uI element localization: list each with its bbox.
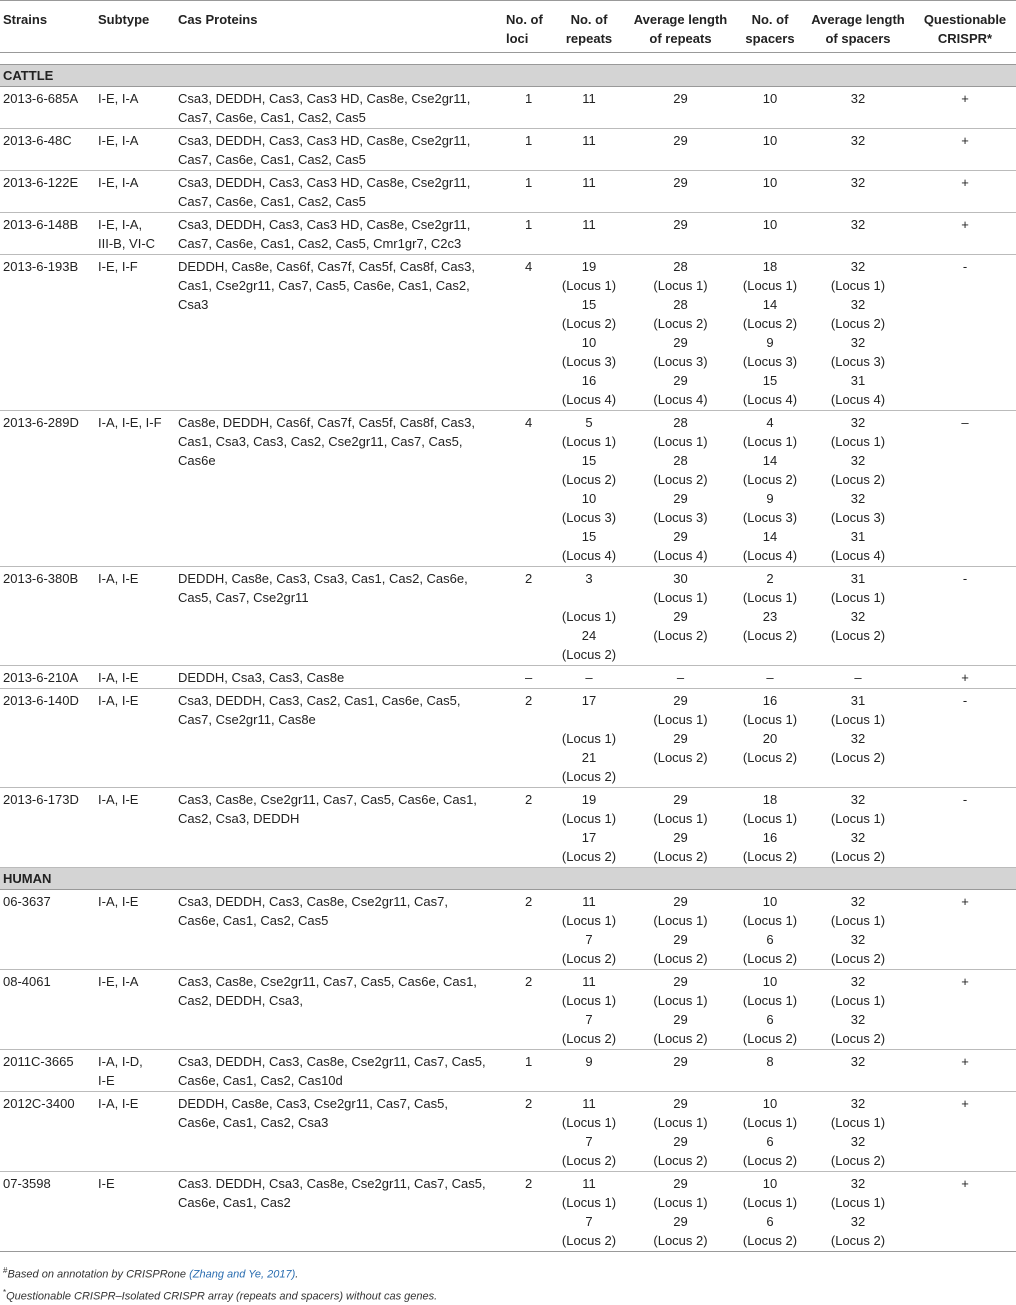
avg-repeats-cell: 28 (Locus 1) 28 (Locus 2) 29 (Locus 3) 29 (Locus 4) — [623, 411, 738, 567]
subtype-cell: I-A, I-E — [95, 666, 175, 689]
avg-spacers-cell: 32 — [802, 213, 914, 255]
repeats-cell: 11 (Locus 1) 7 (Locus 2) — [555, 890, 623, 970]
questionable-cell: - — [914, 788, 1016, 868]
loci-cell: 2 — [503, 1092, 555, 1172]
strain-cell: 08-4061 — [0, 970, 95, 1050]
table-row — [0, 890, 1016, 970]
strain-cell: 07-3598 — [0, 1172, 95, 1252]
questionable-cell: + — [914, 1092, 1016, 1172]
header-avg-repeats: Average length of repeats — [623, 1, 738, 53]
header-questionable: Questionable CRISPR* — [914, 1, 1016, 53]
repeats-cell: 3 (Locus 1) 24 (Locus 2) — [555, 567, 623, 666]
subtype-cell: I-A, I-E — [95, 689, 175, 788]
subtype-cell: I-A, I-E — [95, 788, 175, 868]
spacers-cell: 10 (Locus 1) 6 (Locus 2) — [738, 1092, 802, 1172]
header-cas: Cas Proteins — [175, 1, 503, 53]
header-repeats: No. of repeats — [555, 1, 623, 53]
spacers-cell: 10 — [738, 87, 802, 129]
repeats-cell: 17 (Locus 1) 21 (Locus 2) — [555, 689, 623, 788]
spacers-cell: – — [738, 666, 802, 689]
questionable-cell: + — [914, 890, 1016, 970]
repeats-cell: 11 — [555, 171, 623, 213]
spacers-cell: 16 (Locus 1) 20 (Locus 2) — [738, 689, 802, 788]
cas-proteins-cell: Csa3, DEDDH, Cas3, Cas8e, Cse2gr11, Cas7, Cas5, Cas6e, Cas1, Cas2, Cas10d — [175, 1050, 503, 1092]
strain-cell: 2013-6-685A — [0, 87, 95, 129]
loci-cell: 2 — [503, 567, 555, 666]
subtype-cell: I-E, I-A — [95, 171, 175, 213]
cas-proteins-cell: Csa3, DEDDH, Cas3, Cas3 HD, Cas8e, Cse2gr11, Cas7, Cas6e, Cas1, Cas2, Cas5 — [175, 129, 503, 171]
avg-repeats-cell: 29 (Locus 1) 29 (Locus 2) — [623, 1092, 738, 1172]
avg-spacers-cell: 31 (Locus 1) 32 (Locus 2) — [802, 567, 914, 666]
cas-proteins-cell: DEDDH, Cas8e, Cas3, Cse2gr11, Cas7, Cas5, Cas6e, Cas1, Cas2, Csa3 — [175, 1092, 503, 1172]
repeats-cell: 11 (Locus 1) 7 (Locus 2) — [555, 1092, 623, 1172]
table-row — [0, 666, 1016, 689]
table-row — [0, 1172, 1016, 1252]
cas-proteins-cell: Csa3, DEDDH, Cas3, Cas3 HD, Cas8e, Cse2gr11, Cas7, Cas6e, Cas1, Cas2, Cas5, Cmr1gr7, C2c3 — [175, 213, 503, 255]
subtype-cell: I-E, I-A — [95, 129, 175, 171]
table-row — [0, 689, 1016, 788]
subtype-cell: I-A, I-E — [95, 567, 175, 666]
subtype-cell: I-A, I-E — [95, 890, 175, 970]
loci-cell: 1 — [503, 171, 555, 213]
section-title: HUMAN — [0, 868, 1016, 890]
section-header-human — [0, 868, 1016, 890]
questionable-cell: - — [914, 255, 1016, 411]
questionable-cell: + — [914, 1172, 1016, 1252]
avg-spacers-cell: 31 (Locus 1) 32 (Locus 2) — [802, 689, 914, 788]
header-avg-spacers: Average length of spacers — [802, 1, 914, 53]
strain-cell: 2012C-3400 — [0, 1092, 95, 1172]
cas-proteins-cell: DEDDH, Cas8e, Cas6f, Cas7f, Cas5f, Cas8f, Cas3, Cas1, Cse2gr11, Cas7, Cas5, Cas6e, Cas1, Cas2, Csa3 — [175, 255, 503, 411]
subtype-cell: I-A, I-D, I-E — [95, 1050, 175, 1092]
strain-cell: 2013-6-380B — [0, 567, 95, 666]
strain-cell: 2013-6-48C — [0, 129, 95, 171]
header-loci: No. of loci — [503, 1, 555, 53]
avg-spacers-cell: 32 (Locus 1) 32 (Locus 2) 32 (Locus 3) 31 (Locus 4) — [802, 411, 914, 567]
questionable-cell: + — [914, 666, 1016, 689]
avg-repeats-cell: 29 — [623, 129, 738, 171]
avg-spacers-cell: 32 — [802, 171, 914, 213]
cas-proteins-cell: Cas3, Cas8e, Cse2gr11, Cas7, Cas5, Cas6e, Cas1, Cas2, Csa3, DEDDH — [175, 788, 503, 868]
avg-spacers-cell: 32 — [802, 87, 914, 129]
cas-proteins-cell: Csa3, DEDDH, Cas3, Cas8e, Cse2gr11, Cas7, Cas6e, Cas1, Cas2, Cas5 — [175, 890, 503, 970]
header-spacers: No. of spacers — [738, 1, 802, 53]
subtype-cell: I-E, I-A — [95, 970, 175, 1050]
strain-cell: 2013-6-173D — [0, 788, 95, 868]
loci-cell: 2 — [503, 890, 555, 970]
table-row — [0, 129, 1016, 171]
spacers-cell: 10 (Locus 1) 6 (Locus 2) — [738, 1172, 802, 1252]
subtype-cell: I-E, I-A, III-B, VI-C — [95, 213, 175, 255]
strain-cell: 06-3637 — [0, 890, 95, 970]
footnote-1: #Based on annotation by CRISPRone (Zhang and Ye, 2017). — [3, 1266, 299, 1281]
questionable-cell: + — [914, 171, 1016, 213]
spacers-cell: 8 — [738, 1050, 802, 1092]
questionable-cell: - — [914, 567, 1016, 666]
repeats-cell: 11 — [555, 129, 623, 171]
section-header-cattle — [0, 65, 1016, 87]
avg-repeats-cell: – — [623, 666, 738, 689]
avg-repeats-cell: 30 (Locus 1) 29 (Locus 2) — [623, 567, 738, 666]
subtype-cell: I-E — [95, 1172, 175, 1252]
strain-cell: 2013-6-289D — [0, 411, 95, 567]
questionable-cell: + — [914, 970, 1016, 1050]
loci-cell: – — [503, 666, 555, 689]
table-row — [0, 411, 1016, 567]
repeats-cell: 11 (Locus 1) 7 (Locus 2) — [555, 1172, 623, 1252]
spacers-cell: 10 — [738, 129, 802, 171]
table-row — [0, 788, 1016, 868]
questionable-cell: – — [914, 411, 1016, 567]
footnote-2: *Questionable CRISPR–Isolated CRISPR array (repeats and spacers) without cas genes. — [3, 1287, 438, 1303]
repeats-cell: 9 — [555, 1050, 623, 1092]
spacers-cell: 10 — [738, 213, 802, 255]
questionable-cell: + — [914, 87, 1016, 129]
repeats-cell: – — [555, 666, 623, 689]
avg-spacers-cell: 32 — [802, 1050, 914, 1092]
repeats-cell: 5 (Locus 1) 15 (Locus 2) 10 (Locus 3) 15 (Locus 4) — [555, 411, 623, 567]
loci-cell: 2 — [503, 689, 555, 788]
spacers-cell: 18 (Locus 1) 14 (Locus 2) 9 (Locus 3) 15 (Locus 4) — [738, 255, 802, 411]
cas-proteins-cell: Csa3, DEDDH, Cas3, Cas2, Cas1, Cas6e, Cas5, Cas7, Cse2gr11, Cas8e — [175, 689, 503, 788]
strain-cell: 2013-6-148B — [0, 213, 95, 255]
table-row — [0, 255, 1016, 411]
avg-spacers-cell: 32 — [802, 129, 914, 171]
header-subtype: Subtype — [95, 1, 175, 53]
repeats-cell: 19 (Locus 1) 15 (Locus 2) 10 (Locus 3) 16 (Locus 4) — [555, 255, 623, 411]
table-row — [0, 970, 1016, 1050]
loci-cell: 1 — [503, 129, 555, 171]
avg-spacers-cell: 32 (Locus 1) 32 (Locus 2) — [802, 788, 914, 868]
cas-proteins-cell: Csa3, DEDDH, Cas3, Cas3 HD, Cas8e, Cse2gr11, Cas7, Cas6e, Cas1, Cas2, Cas5 — [175, 171, 503, 213]
avg-repeats-cell: 29 (Locus 1) 29 (Locus 2) — [623, 1172, 738, 1252]
table-body — [0, 53, 1016, 1252]
loci-cell: 4 — [503, 255, 555, 411]
loci-cell: 2 — [503, 970, 555, 1050]
header-strains: Strains — [0, 1, 95, 53]
repeats-cell: 11 — [555, 213, 623, 255]
loci-cell: 1 — [503, 87, 555, 129]
avg-spacers-cell: 32 (Locus 1) 32 (Locus 2) — [802, 890, 914, 970]
loci-cell: 4 — [503, 411, 555, 567]
avg-spacers-cell: 32 (Locus 1) 32 (Locus 2) — [802, 1172, 914, 1252]
cas-proteins-cell: Cas3. DEDDH, Csa3, Cas8e, Cse2gr11, Cas7, Cas5, Cas6e, Cas1, Cas2 — [175, 1172, 503, 1252]
avg-spacers-cell: 32 (Locus 1) 32 (Locus 2) 32 (Locus 3) 31 (Locus 4) — [802, 255, 914, 411]
avg-repeats-cell: 29 (Locus 1) 29 (Locus 2) — [623, 689, 738, 788]
loci-cell: 2 — [503, 788, 555, 868]
avg-spacers-cell: 32 (Locus 1) 32 (Locus 2) — [802, 1092, 914, 1172]
cas-proteins-cell: Cas8e, DEDDH, Cas6f, Cas7f, Cas5f, Cas8f, Cas3, Cas1, Csa3, Cas3, Cas2, Cse2gr11, Cas7, Cas5, Cas6e — [175, 411, 503, 567]
subtype-cell: I-E, I-F — [95, 255, 175, 411]
spacers-cell: 18 (Locus 1) 16 (Locus 2) — [738, 788, 802, 868]
strain-cell: 2011C-3665 — [0, 1050, 95, 1092]
avg-repeats-cell: 29 — [623, 213, 738, 255]
subtype-cell: I-A, I-E, I-F — [95, 411, 175, 567]
loci-cell: 1 — [503, 213, 555, 255]
spacers-cell: 10 (Locus 1) 6 (Locus 2) — [738, 890, 802, 970]
avg-spacers-cell: – — [802, 666, 914, 689]
questionable-cell: + — [914, 213, 1016, 255]
questionable-cell: - — [914, 689, 1016, 788]
spacers-cell: 10 — [738, 171, 802, 213]
cas-proteins-cell: Csa3, DEDDH, Cas3, Cas3 HD, Cas8e, Cse2gr11, Cas7, Cas6e, Cas1, Cas2, Cas5 — [175, 87, 503, 129]
avg-repeats-cell: 28 (Locus 1) 28 (Locus 2) 29 (Locus 3) 29 (Locus 4) — [623, 255, 738, 411]
strain-cell: 2013-6-210A — [0, 666, 95, 689]
subtype-cell: I-A, I-E — [95, 1092, 175, 1172]
spacers-cell: 10 (Locus 1) 6 (Locus 2) — [738, 970, 802, 1050]
avg-repeats-cell: 29 — [623, 87, 738, 129]
table-row — [0, 213, 1016, 255]
avg-repeats-cell: 29 — [623, 1050, 738, 1092]
strain-cell: 2013-6-140D — [0, 689, 95, 788]
spacers-cell: 4 (Locus 1) 14 (Locus 2) 9 (Locus 3) 14 (Locus 4) — [738, 411, 802, 567]
cas-proteins-cell: DEDDH, Cas8e, Cas3, Csa3, Cas1, Cas2, Cas6e, Cas5, Cas7, Cse2gr11 — [175, 567, 503, 666]
cas-proteins-cell: DEDDH, Csa3, Cas3, Cas8e — [175, 666, 503, 689]
loci-cell: 1 — [503, 1050, 555, 1092]
table-row — [0, 87, 1016, 129]
strain-cell: 2013-6-193B — [0, 255, 95, 411]
avg-repeats-cell: 29 (Locus 1) 29 (Locus 2) — [623, 788, 738, 868]
table-row — [0, 1092, 1016, 1172]
repeats-cell: 11 — [555, 87, 623, 129]
questionable-cell: + — [914, 129, 1016, 171]
avg-repeats-cell: 29 (Locus 1) 29 (Locus 2) — [623, 890, 738, 970]
footnote-reference-link[interactable]: (Zhang and Ye, 2017) — [189, 1268, 296, 1281]
spacers-cell: 2 (Locus 1) 23 (Locus 2) — [738, 567, 802, 666]
cas-proteins-cell: Cas3, Cas8e, Cse2gr11, Cas7, Cas5, Cas6e, Cas1, Cas2, DEDDH, Csa3, — [175, 970, 503, 1050]
loci-cell: 2 — [503, 1172, 555, 1252]
table-row — [0, 171, 1016, 213]
avg-spacers-cell: 32 (Locus 1) 32 (Locus 2) — [802, 970, 914, 1050]
questionable-cell: + — [914, 1050, 1016, 1092]
avg-repeats-cell: 29 — [623, 171, 738, 213]
table-row — [0, 567, 1016, 666]
strain-cell: 2013-6-122E — [0, 171, 95, 213]
section-title: CATTLE — [0, 65, 1016, 87]
avg-repeats-cell: 29 (Locus 1) 29 (Locus 2) — [623, 970, 738, 1050]
header-row — [0, 1, 1016, 53]
repeats-cell: 19 (Locus 1) 17 (Locus 2) — [555, 788, 623, 868]
repeats-cell: 11 (Locus 1) 7 (Locus 2) — [555, 970, 623, 1050]
table-row — [0, 1050, 1016, 1092]
subtype-cell: I-E, I-A — [95, 87, 175, 129]
